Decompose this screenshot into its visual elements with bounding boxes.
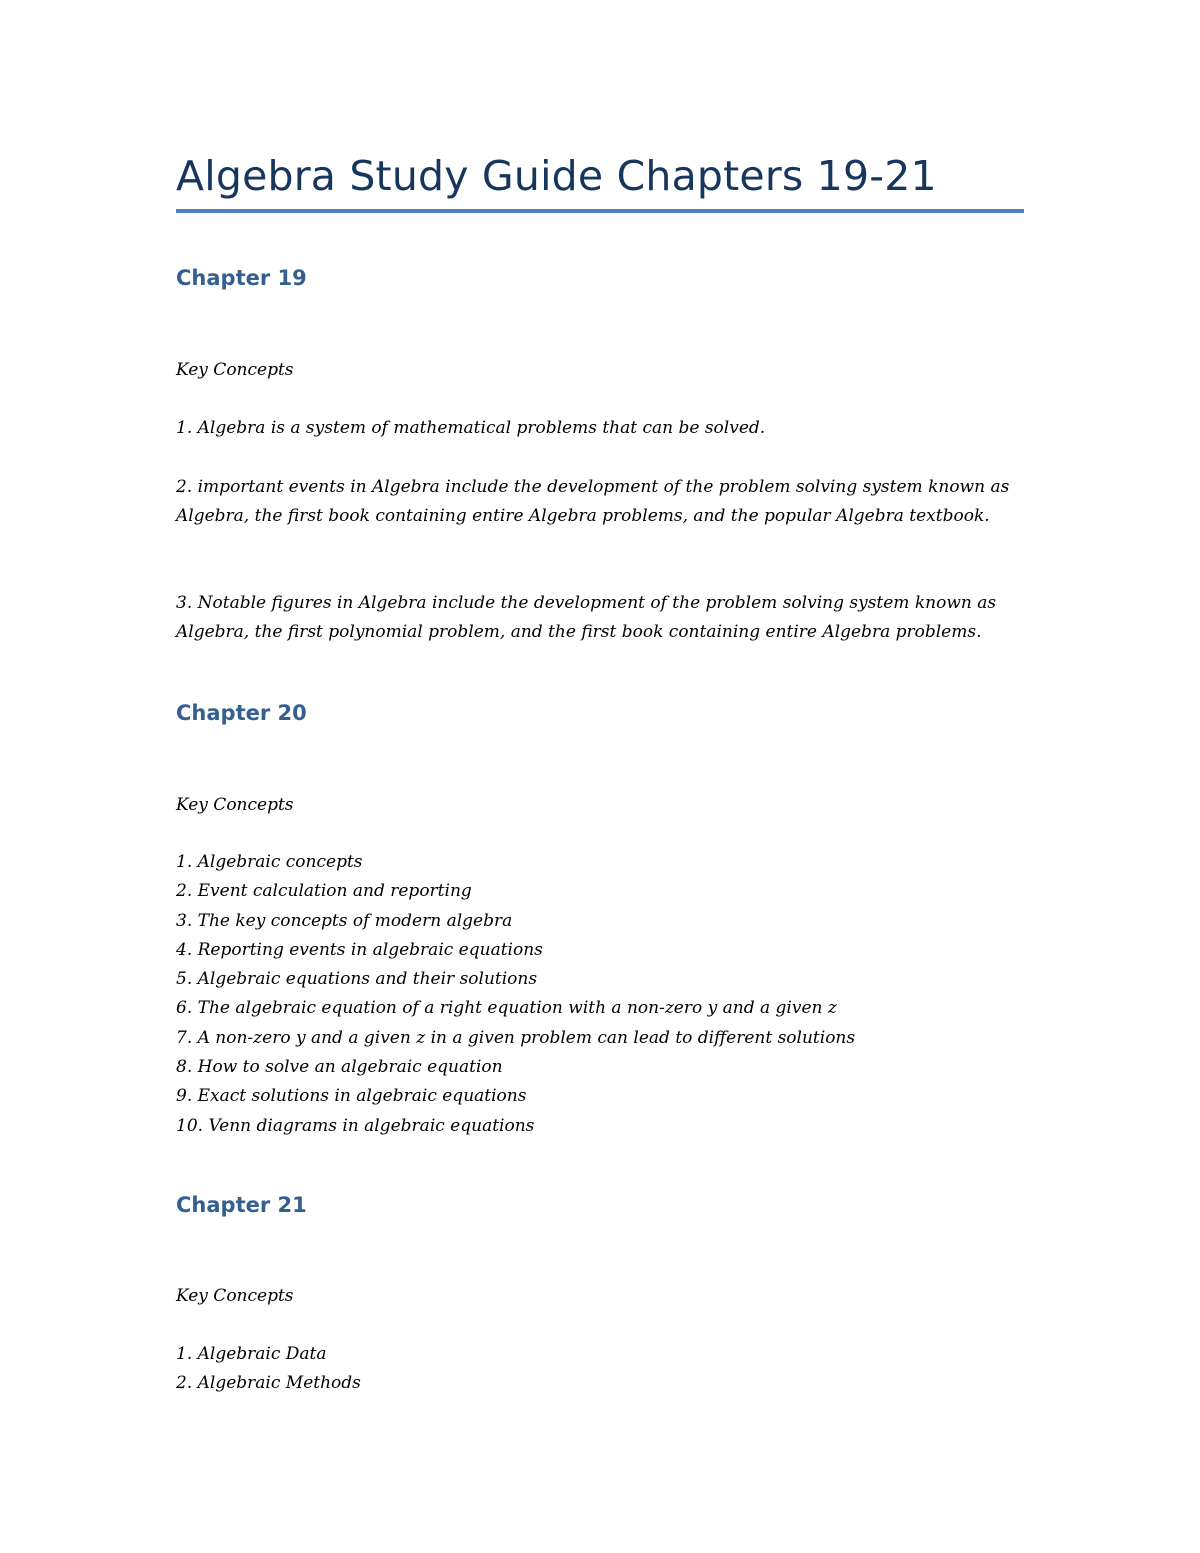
chapter-21-heading: Chapter 21: [176, 1193, 307, 1217]
list-item: 5. Algebraic equations and their solutions: [176, 969, 538, 990]
chapter-20-key-concepts-label: Key Concepts: [176, 795, 294, 815]
list-item: 1. Algebraic Data: [176, 1344, 327, 1364]
document-title: Algebra Study Guide Chapters 19-21: [176, 152, 937, 200]
list-item: 2. Algebraic Methods: [176, 1373, 361, 1394]
list-item: 6. The algebraic equation of a right equation with a non-zero y and a given z: [176, 998, 837, 1019]
list-item: 9. Exact solutions in algebraic equations: [176, 1086, 527, 1107]
chapter-20-heading: Chapter 20: [176, 701, 307, 725]
list-item: 8. How to solve an algebraic equation: [176, 1057, 503, 1078]
chapter-19-item-2: 2. important events in Algebra include the development of the problem solving system known as Algebra, the first book containing entire Algebra problems, and the popular Algebra textbook.: [176, 477, 1010, 526]
chapter-19-item-1: 1. Algebra is a system of mathematical problems that can be solved.: [176, 418, 766, 438]
list-item: 10. Venn diagrams in algebraic equations: [176, 1115, 535, 1136]
chapter-19-key-concepts-label: Key Concepts: [176, 360, 294, 380]
chapter-19-item-3: 3. Notable figures in Algebra include the development of the problem solving system known as Algebra, the first polynomial problem, and the first book containing entire Algebra problems.: [176, 593, 997, 642]
chapter-19-heading: Chapter 19: [176, 266, 307, 290]
chapter-21-key-concepts-label: Key Concepts: [176, 1286, 294, 1306]
list-item: 2. Event calculation and reporting: [176, 881, 472, 902]
list-item: 4. Reporting events in algebraic equations: [176, 939, 543, 960]
chapter-21-concept-list: [176, 1340, 361, 1399]
list-item: 3. The key concepts of modern algebra: [176, 910, 513, 931]
title-underline-rule: [176, 209, 1024, 213]
list-item: 7. A non-zero y and a given z in a given problem can lead to different solutions: [176, 1027, 856, 1048]
chapter-20-concept-list: [176, 848, 855, 1141]
list-item: 1. Algebraic concepts: [176, 852, 363, 872]
